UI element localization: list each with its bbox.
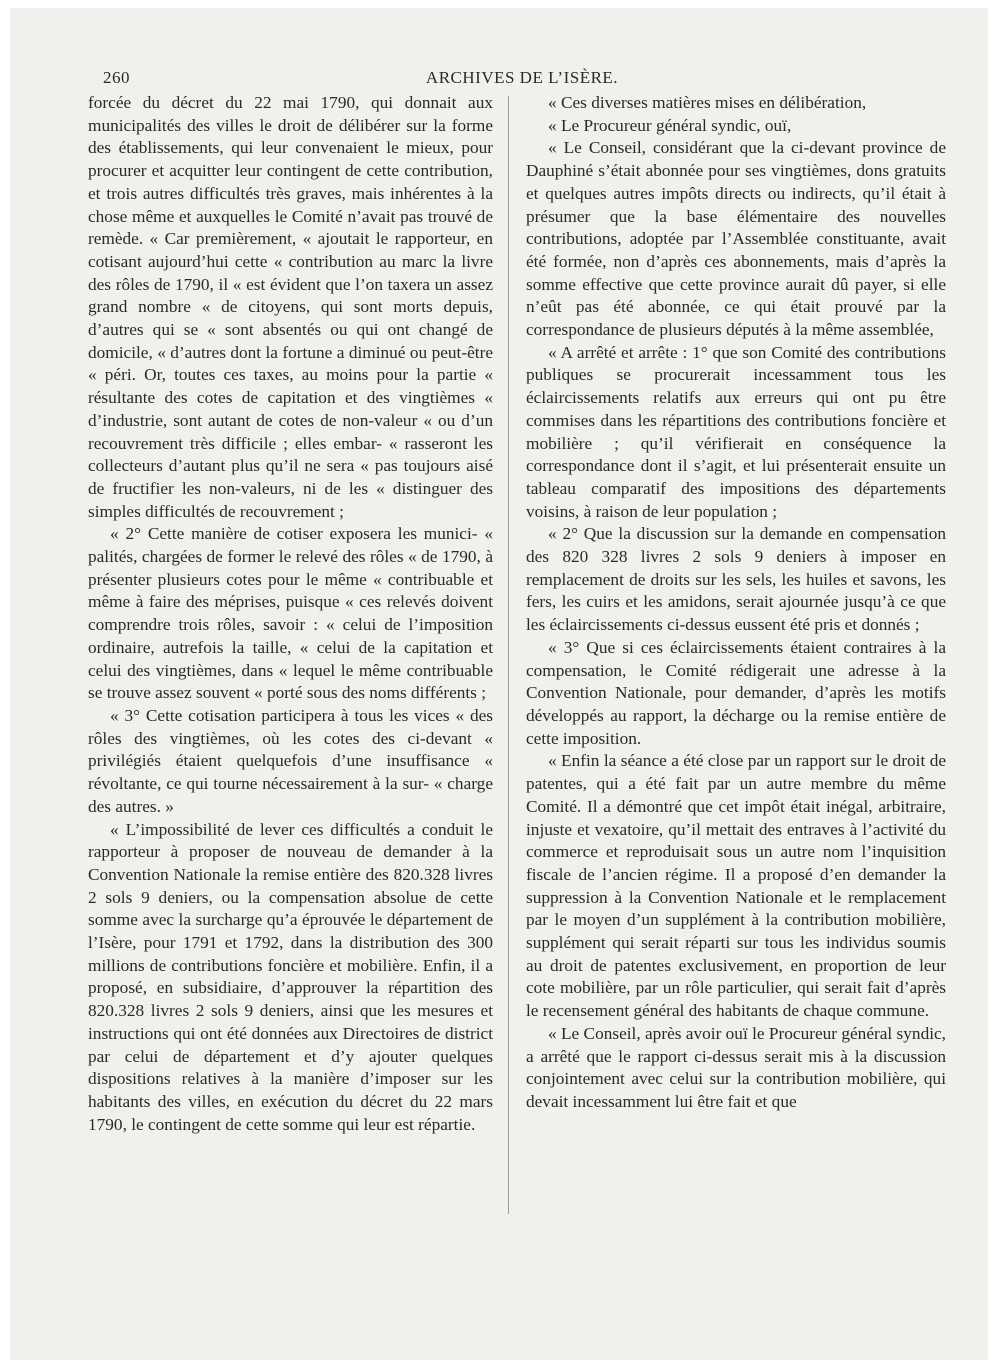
paragraph: « Enfin la séance a été close par un rapport sur le droit de patentes, qui a été fait par un autre membre du même Comité. Il a démontré que cet impôt était inégal, arbitraire, injuste et vexatoire, qu’il mettait des entraves à l’activité du commerce et reproduisait sous un autre nom l’inquisition fiscale de l’ancien régime. Il a proposé d’en demander la suppression à la Convention Nationale et le remplacement par le moyen d’un supplément à la contribution mobilière, supplément qui serait réparti sur tous les individus soumis au droit de patentes exclusivement, en proportion de leur cote mobilière, par un rôle particulier, qui serait fait d’après le recensement général des habitants de chaque commune. xyxy=(526,751,946,1021)
paragraph: « Ces diverses matières mises en délibération, xyxy=(548,93,867,112)
left-column xyxy=(88,92,493,1136)
paragraph: « 2° Que la discussion sur la demande en compensation des 820 328 livres 2 sols 9 deniers à imposer en remplacement de droits sur les sels, les huiles et savons, les fers, les cuirs et les amidons, serait ajournée jusqu’à ce que les éclaircissements ci-dessus eussent été pris et donnés ; xyxy=(526,524,946,635)
paragraph: « Le Conseil, considérant que la ci-devant province de Dauphiné s’était abonnée pour ses vingtièmes, dons gratuits et quelques autres impôts directs ou indirects, qu’il était à présumer que la base élémentaire des nouvelles contributions, adoptée par l’Assemblée constituante, avait été formée, non d’après ces abonnements, mais d’après la somme effective que cette province aurait dû payer, si elle n’eût pas été abonnée, ce qui était prouvé par la correspondance de plusieurs députés à la même assemblée, xyxy=(526,138,946,340)
column-divider xyxy=(508,96,509,1214)
paragraph: « 2° Cette manière de cotiser exposera les munici- « palités, chargées de former le relevé des rôles « de 1790, à présenter plusieurs cotes pour le même « contribuable et même à faire des méprises, puisque « ces relevés doivent comprendre trois rôles, savoir : « celui de l’imposition ordinaire, autrefois la taille, « celui de la capitation et celui des vingtièmes, dans « lequel le même contribuable se trouve assez souvent « porté sous des noms différents ; xyxy=(88,524,493,703)
right-column xyxy=(526,92,946,1114)
paragraph: « L’impossibilité de lever ces difficultés a conduit le rapporteur à proposer de nouveau de demander à la Convention Nationale la remise entière des 820.328 livres 2 sols 9 deniers, ou la compensation absolue de cette somme avec la surcharge qu’a éprouvée le département de l’Isère, pour 1791 et 1792, dans la distribution des 300 millions de contributions foncière et mobilière. Enfin, il a proposé, en subsidiaire, d’approuver la répartition des 820.328 livres 2 sols 9 deniers, ainsi que les mesures et instructions qui ont été données aux Directoires de district par celui de département et d’y ajouter quelques dispositions relatives à la manière d’imposer sur les habitants des villes, en exécution du décret du 22 mars 1790, le contingent de cette somme qui leur est répartie. xyxy=(88,819,493,1134)
paragraph: « A arrêté et arrête : 1° que son Comité des contributions publiques se procurerait incessamment tous les éclaircissements relatifs aux erreurs qui ont pu être commises dans les répartitions des contributions foncière et mobilière ; qu’il vérifierait en conséquence la correspondance dont il s’agit, et lui présenterait ensuite un tableau comparatif des impositions des départements voisins, à raison de leur population ; xyxy=(526,342,946,521)
paragraph: « Le Conseil, après avoir ouï le Procureur général syndic, a arrêté que le rapport ci-dessus serait mis à la discussion conjointement avec celui sur la contribution mobilière, qui devait incessamment lui être fait et que xyxy=(526,1023,946,1111)
running-head: ARCHIVES DE L’ISÈRE. xyxy=(425,68,619,87)
page-number: 260 xyxy=(103,68,130,87)
paragraph: « 3° Cette cotisation participera à tous les vices « des rôles des vingtièmes, où les cotes des ci-devant « privilégiés étaient quelquefois d’une insuffisance « révoltante, ce qui tourne nécessairement à la sur- « charge des autres. » xyxy=(88,705,493,816)
paragraph: « Le Procureur général syndic, ouï, xyxy=(548,115,792,135)
page-header xyxy=(103,68,941,90)
paragraph: forcée du décret du 22 mai 1790, qui donnait aux municipalités des villes le droit de délibérer sur la forme des établissements, qui leur convenaient le mieux, pour procurer et acquitter leur contingent de cette contribution, et trois autres difficultés très graves, mais inhérentes à la chose même et auxquelles le Comité n’avait pas trouvé de remède. « Car premièrement, « ajoutait le rapporteur, en cotisant aujourd’hui cette « contribution au marc la livre des rôles de 1790, il « est évident que l’on taxera un assez grand nombre « de citoyens, qui sont morts depuis, d’autres qui se « sont absentés ou qui ont changé de domicile, « d’autres dont la fortune a diminué ou peut-être « péri. Or, toutes ces taxes, au moins pour la partie « résultante des cotes de capitation et des vingtièmes « d’industrie, sont autant de cotes de non-valeur « ou d’un recouvrement très difficile ; elles embar- « rasseront les collecteurs d’autant plus qu’il ne sera « pas toujours aisé de fructifier les non-valeurs, ni de les « distinguer des simples difficultés de recouvrement ; xyxy=(88,93,493,521)
paragraph: « 3° Que si ces éclaircissements étaient contraires à la compensation, le Comité rédigerait une adresse à la Convention Nationale, pour demander, d’après les motifs développés au rapport, la décharge ou la remise entière de cette imposition. xyxy=(526,637,946,748)
